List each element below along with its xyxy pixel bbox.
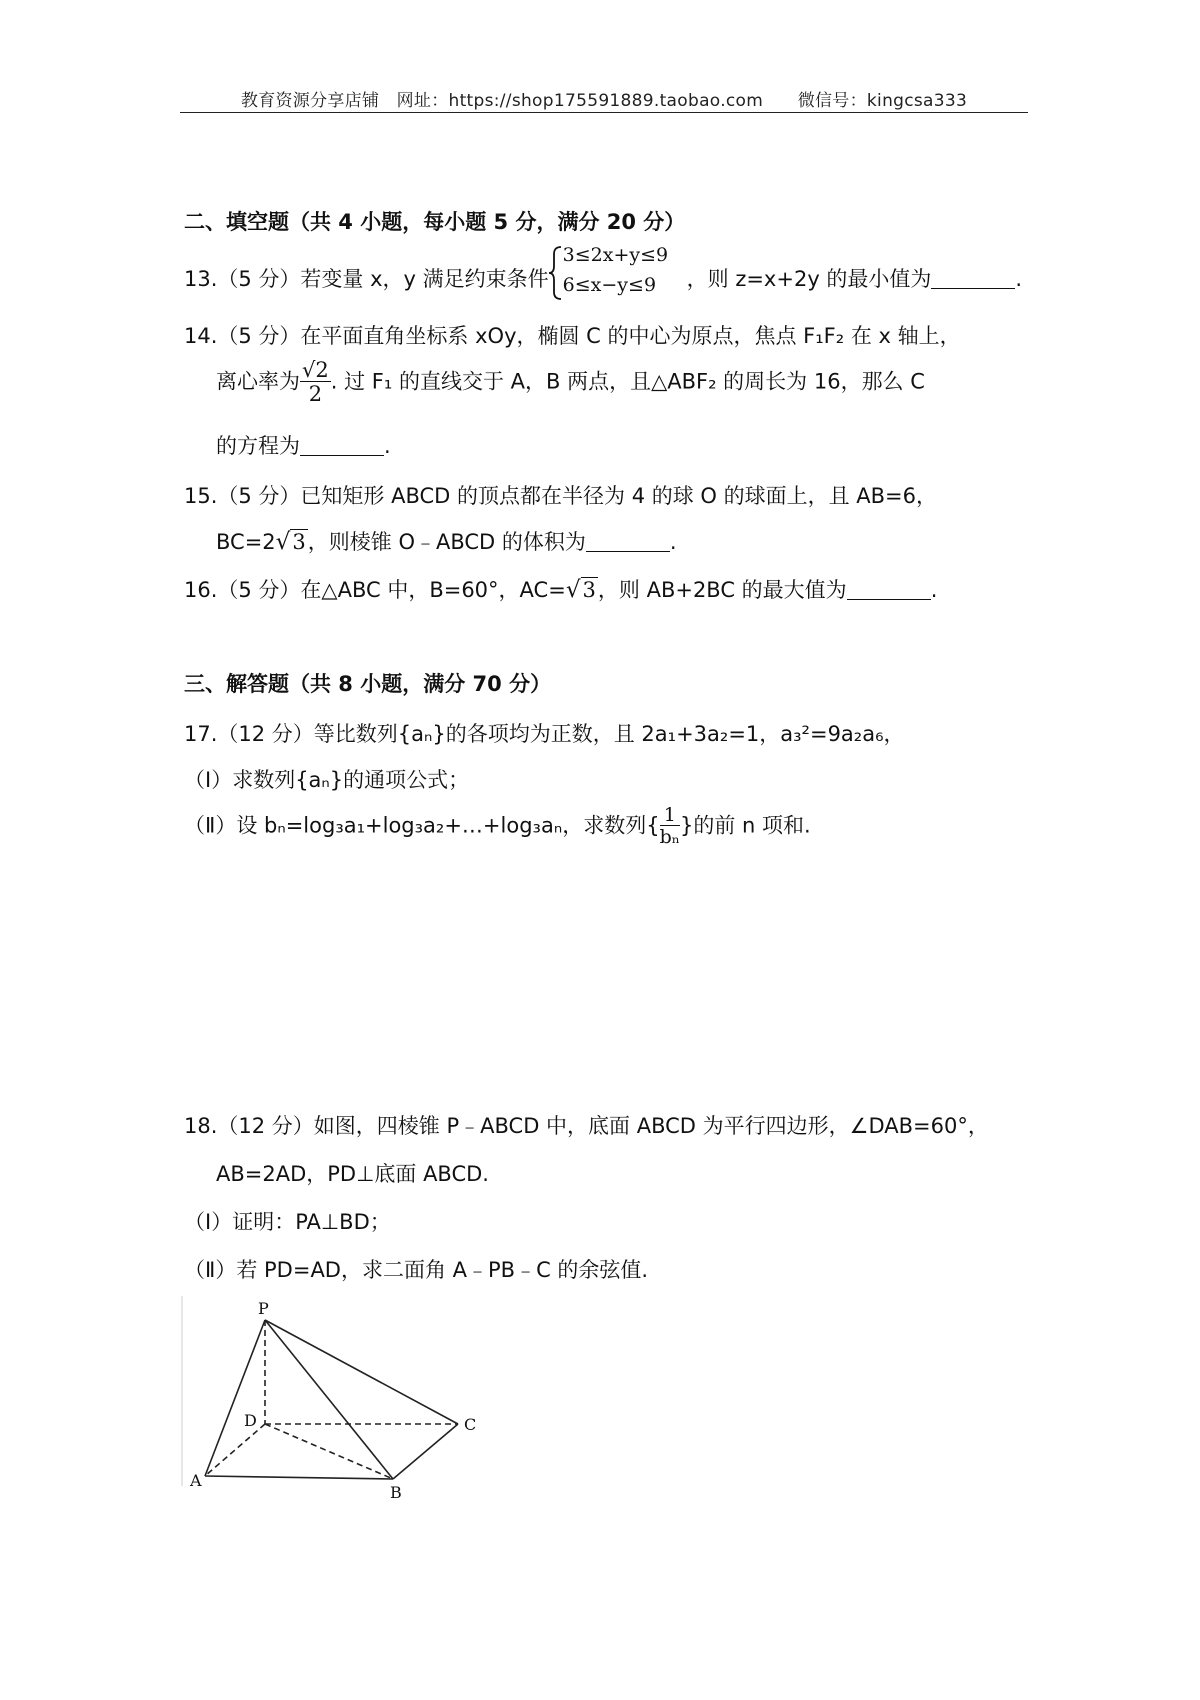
question-18-line-1: 18.（12 分）如图，四棱锥 P﹣ABCD 中，底面 ABCD 为平行四边形，∠DAB=60°， [184, 1114, 989, 1138]
question-13: 13.（5 分）若变量 x，y 满足约束条件 3≤2x+y≤9 6≤x−y≤9 ，则 z=x+2y 的最小值为 . [184, 258, 1022, 302]
q17-fraction-numerator: 1 [663, 804, 676, 826]
q16-text-b: ，则 AB+2BC 的最大值为 [597, 578, 847, 602]
question-14-line-2 [216, 360, 925, 405]
q15-sqrt-radicand: 3 [292, 530, 306, 554]
question-14-line-3: 的方程为 . [216, 434, 391, 458]
q14-answer-blank [300, 434, 384, 456]
q14-line-2-text: . 过 F₁ 的直线交于 A，B 两点，且△ABF₂ 的周长为 16，那么 C [330, 369, 925, 394]
question-14-line-1: 14.（5 分）在平面直角坐标系 xOy，椭圆 C 的中心为原点，焦点 F₁F₂ 在 x 轴上， [184, 324, 961, 348]
q13-prefix: 13.（5 分）若变量 x，y 满足约束条件 [184, 267, 549, 291]
q14-line-3-text: 的方程为 [216, 434, 300, 458]
edge-DA [205, 1424, 265, 1476]
q14-fraction-numerator: √2 [302, 358, 329, 382]
question-18-part-1: （Ⅰ）证明：PA⊥BD； [184, 1210, 391, 1234]
question-15-line-2: BC=2√3，则棱锥 O﹣ABCD 的体积为 . [216, 529, 677, 555]
q16-sqrt-radicand: 3 [582, 578, 596, 602]
question-17-part-2 [184, 806, 811, 847]
header-divider [180, 112, 1028, 113]
label-B: B [390, 1483, 402, 1502]
q17-part-2-text-a: （Ⅱ）设 bₙ=log₃a₁+log₃a₂+…+log₃aₙ，求数列{ [184, 813, 660, 838]
q15-bc-label: BC=2 [216, 530, 276, 554]
question-18-line-2: AB=2AD，PD⊥底面 ABCD. [216, 1162, 489, 1186]
page-header: 教育资源分享店铺 网址：https://shop175591889.taobao.com 微信号：kingcsa333 [240, 91, 968, 111]
q17-part-2-text-b: }的前 n 项和. [679, 813, 811, 838]
label-D: D [244, 1411, 257, 1430]
question-18-part-2: （Ⅱ）若 PD=AD，求二面角 A﹣PB﹣C 的余弦值. [184, 1258, 649, 1282]
section-2-title: 二、填空题（共 4 小题，每小题 5 分，满分 20 分） [184, 210, 686, 234]
q15-line-2-text: ，则棱锥 O﹣ABCD 的体积为 [307, 530, 586, 554]
q13-suffix: ，则 z=x+2y 的最小值为 [686, 267, 932, 291]
edge-BC [393, 1424, 458, 1479]
q14-fraction-denominator: 2 [300, 381, 331, 405]
q15-sqrt: √3 [275, 529, 306, 555]
q14-eccentricity-fraction [300, 360, 331, 405]
q14-eccentricity-label: 离心率为 [216, 369, 300, 394]
q17-fraction [660, 806, 680, 847]
q16-sqrt: √3 [565, 577, 596, 603]
edge-PA [205, 1320, 265, 1476]
label-A: A [190, 1471, 202, 1490]
edge-PB [265, 1320, 393, 1479]
q15-answer-blank [586, 530, 670, 552]
edge-PC [265, 1320, 458, 1424]
q13-condition-2: 6≤x−y≤9 [562, 274, 657, 296]
question-15-line-1: 15.（5 分）已知矩形 ABCD 的顶点都在半径为 4 的球 O 的球面上，且 AB=6， [184, 484, 938, 508]
q17-fraction-denominator: bₙ [659, 826, 680, 848]
label-C: C [464, 1415, 477, 1434]
q16-text-a: 16.（5 分）在△ABC 中，B=60°，AC= [184, 578, 566, 602]
q13-condition-1: 3≤2x+y≤9 [562, 244, 669, 266]
pyramid-figure [180, 1296, 500, 1506]
q13-constraint-system [549, 244, 687, 302]
edge-DB [265, 1424, 393, 1479]
section-3-title: 三、解答题（共 8 小题，满分 70 分） [184, 672, 552, 696]
edge-AB [205, 1476, 393, 1479]
q13-answer-blank [931, 267, 1015, 289]
question-16: 16.（5 分）在△ABC 中，B=60°，AC=√3，则 AB+2BC 的最大值为 . [184, 577, 938, 603]
question-17-line-1: 17.（12 分）等比数列{aₙ}的各项均为正数，且 2a₁+3a₂=1，a₃²=9a₂a₆， [184, 722, 905, 746]
label-P: P [258, 1299, 269, 1318]
q16-answer-blank [847, 578, 931, 600]
question-17-part-1: （Ⅰ）求数列{aₙ}的通项公式； [184, 768, 470, 792]
